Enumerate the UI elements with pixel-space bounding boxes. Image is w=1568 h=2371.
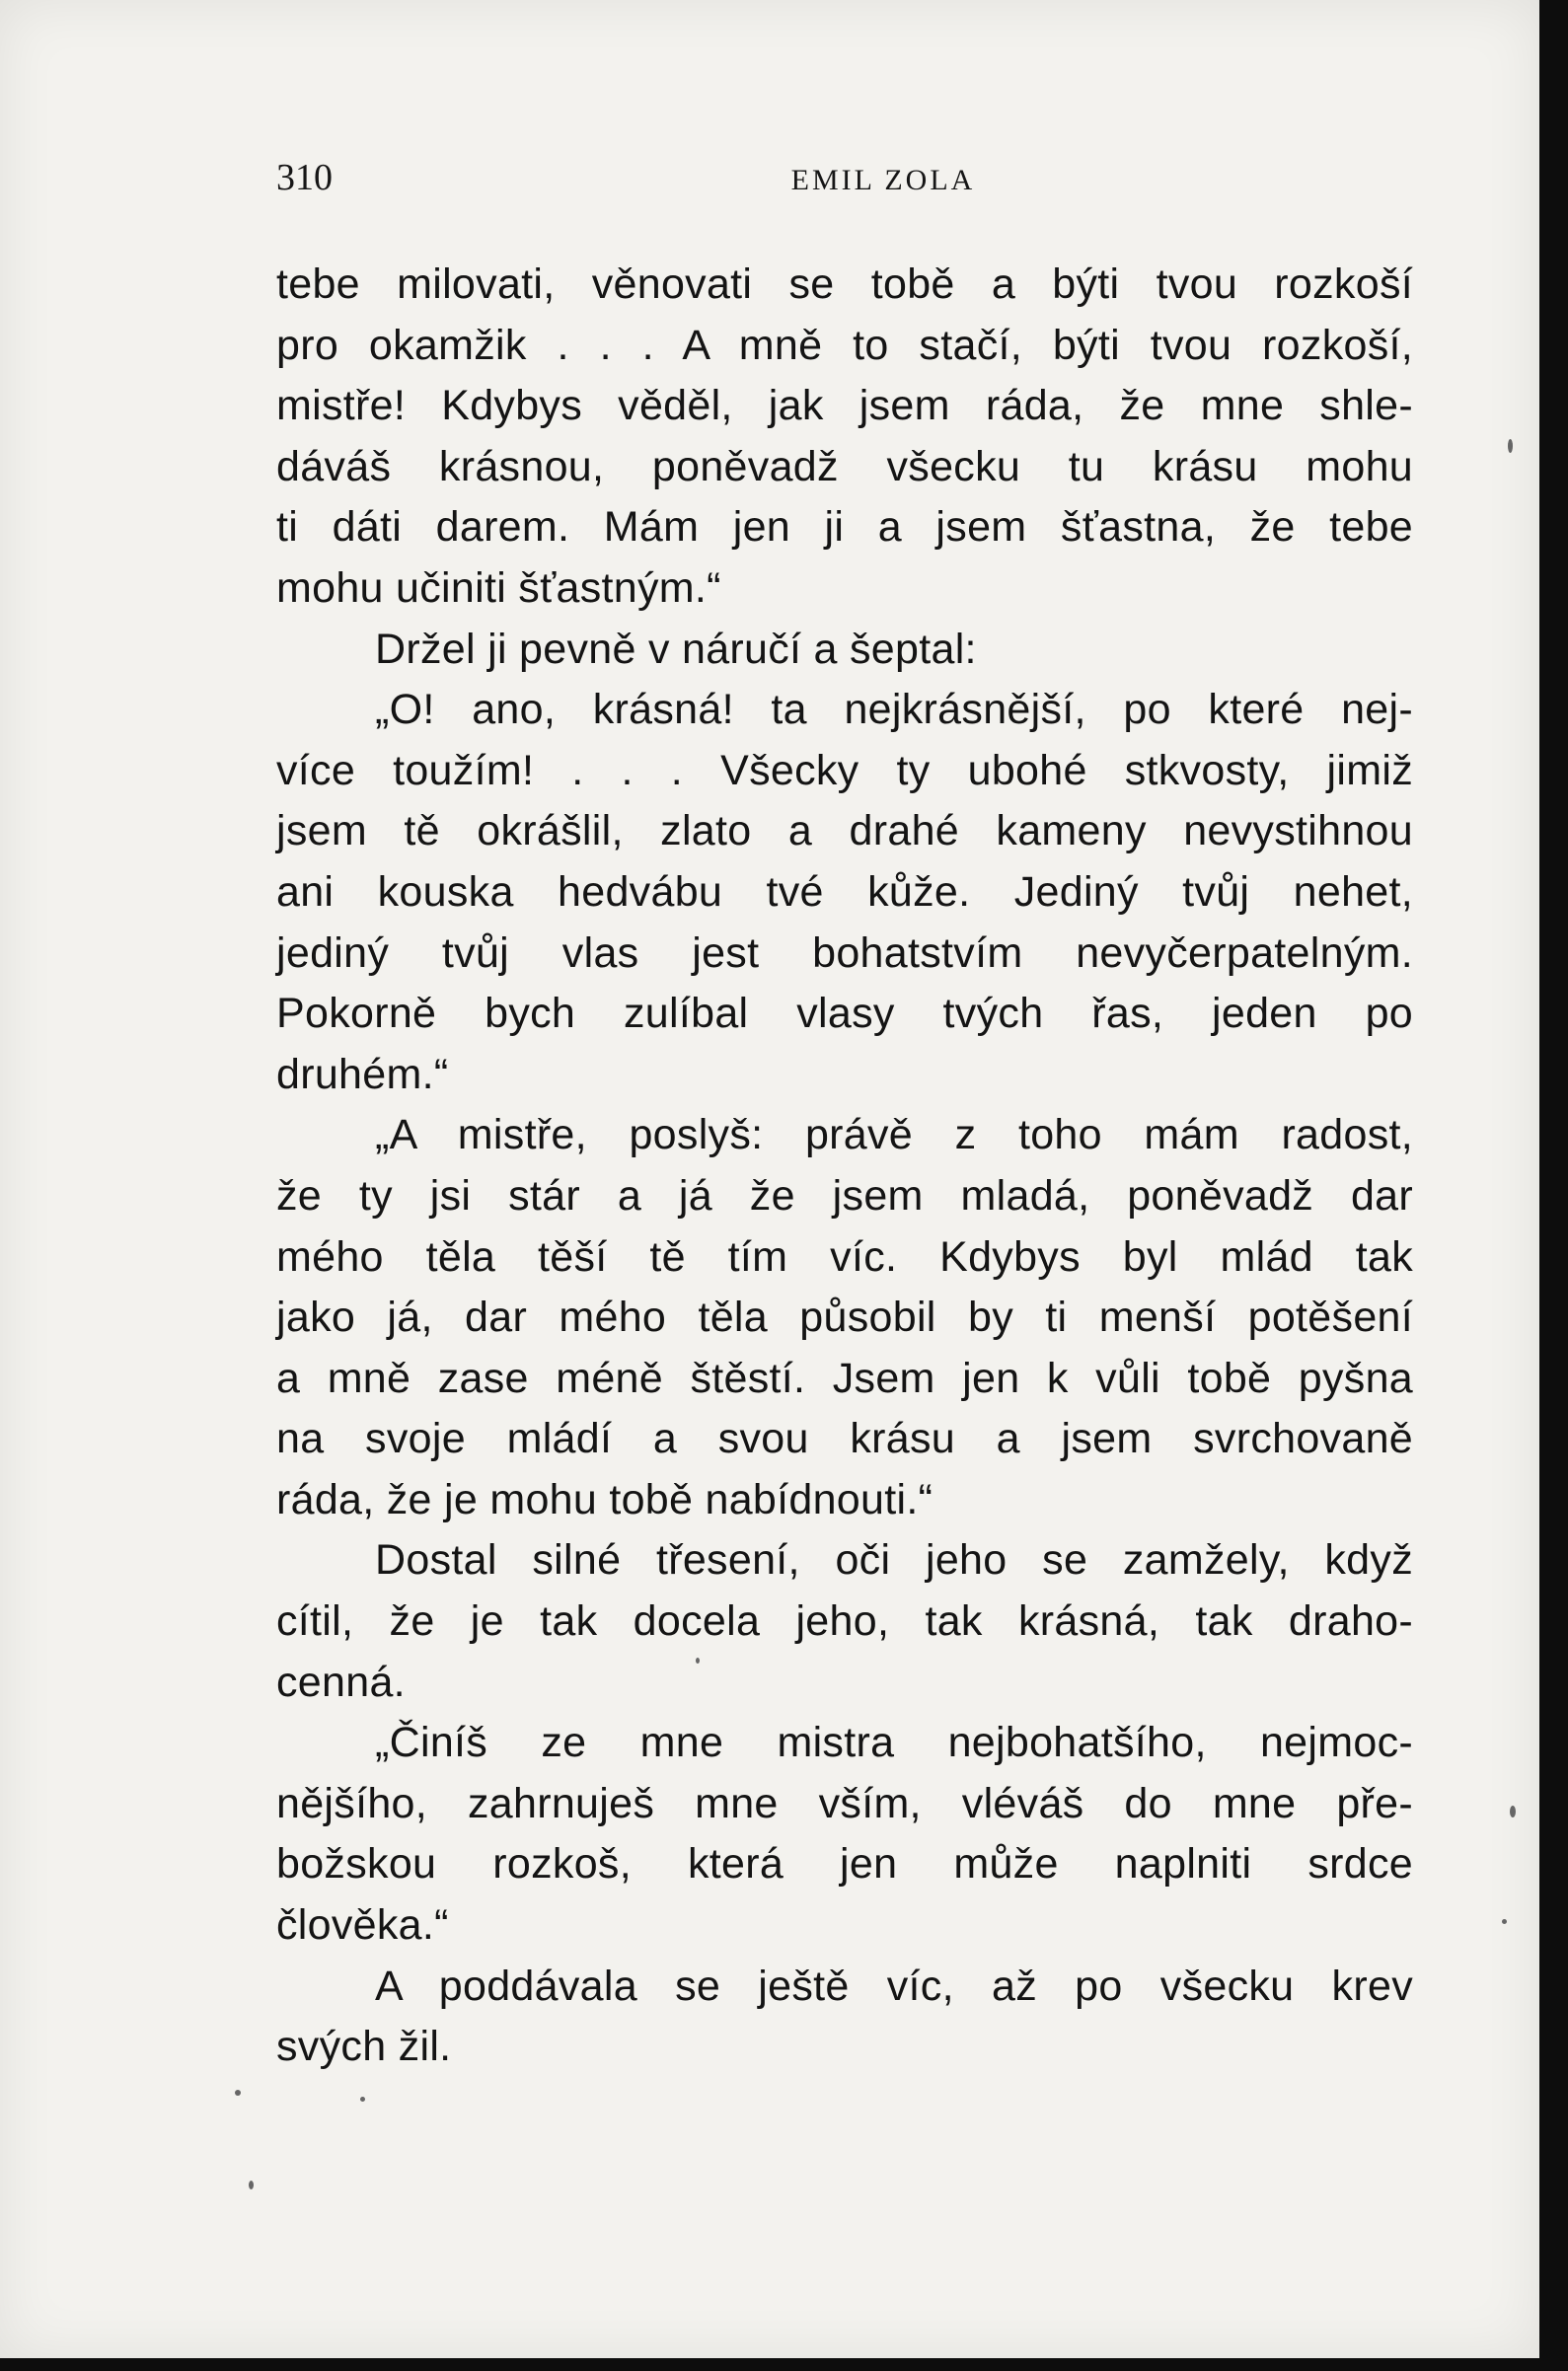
scan-speck — [696, 1658, 700, 1664]
text-line: cenná. — [276, 1658, 406, 1706]
scan-speck — [235, 2090, 241, 2096]
text-line: mého těla těší tě tím víc. Kdybys byl mlád tak — [276, 1232, 1413, 1281]
scan-speck — [1508, 439, 1513, 453]
text-line: že ty jsi stár a já že jsem mladá, poněvadž dar — [276, 1171, 1413, 1220]
text-line: tebe milovati, věnovati se tobě a býti tvou rozkoší — [276, 260, 1413, 308]
text-line: více toužím! . . . Všecky ty ubohé stkvosty, jimiž — [276, 746, 1413, 794]
text-line: na svoje mládí a svou krásu a jsem svrchovaně — [276, 1415, 1413, 1463]
text-line: druhém.“ — [276, 1050, 449, 1098]
text-line: ani kouska hedvábu tvé kůže. Jediný tvůj nehet, — [276, 867, 1413, 916]
page-header — [276, 156, 1411, 205]
text-line: svých žil. — [276, 2023, 452, 2071]
text-line: „O! ano, krásná! ta nejkrásnější, po které nej- — [375, 686, 1413, 734]
text-line: jsem tě okrášlil, zlato a drahé kameny nevystihnou — [276, 807, 1413, 855]
paragraph — [276, 1957, 1413, 2078]
body-text — [276, 255, 1413, 2078]
paragraph — [276, 620, 1413, 681]
paragraph — [276, 1105, 1413, 1530]
text-line: mohu učiniti šťastným.“ — [276, 563, 721, 612]
text-line: „A mistře, poslyš: právě z toho mám radost, — [375, 1111, 1413, 1159]
text-line: mistře! Kdybys věděl, jak jsem ráda, že mne shle- — [276, 382, 1413, 430]
text-line: božskou rozkoš, která jen může naplniti srdce — [276, 1840, 1413, 1889]
text-line: „Činíš ze mne mistra nejbohatšího, nejmoc- — [375, 1719, 1413, 1767]
text-line: cítil, že je tak docela jeho, tak krásná, tak draho- — [276, 1597, 1413, 1646]
paragraph — [276, 1713, 1413, 1956]
text-line: a mně zase méně štěstí. Jsem jen k vůli tobě pyšna — [276, 1354, 1413, 1402]
text-line: člověka.“ — [276, 1901, 449, 1950]
scan-speck — [1510, 1806, 1516, 1817]
scan-speck — [249, 2181, 254, 2189]
text-line: jako já, dar mého těla působil by ti menší potěšení — [276, 1294, 1413, 1342]
text-line: pro okamžik . . . A mně to stačí, býti tvou rozkoší, — [276, 321, 1413, 369]
text-line: ráda, že je mohu tobě nabídnouti.“ — [276, 1475, 933, 1523]
text-line: Dostal silné třesení, oči jeho se zamžely, když — [375, 1536, 1413, 1585]
text-line: jediný tvůj vlas jest bohatstvím nevyčerpatelným. — [276, 928, 1413, 977]
scan-edge-bottom — [0, 2358, 1568, 2371]
text-line: ti dáti darem. Mám jen ji a jsem šťastna, že tebe — [276, 503, 1413, 552]
paragraph — [276, 680, 1413, 1105]
text-line: Pokorně bych zulíbal vlasy tvých řas, jeden po — [276, 990, 1413, 1038]
text-line: Držel ji pevně v náručí a šeptal: — [375, 625, 977, 673]
paragraph — [276, 1530, 1413, 1713]
running-head: EMIL ZOLA — [790, 164, 976, 196]
page-number: 310 — [276, 157, 333, 198]
scan-speck — [1502, 1919, 1507, 1924]
paragraph — [276, 255, 1413, 620]
text-line: nějšího, zahrnuješ mne vším, vléváš do mne pře- — [276, 1779, 1413, 1827]
scan-edge-right — [1539, 0, 1568, 2371]
text-line: A poddávala se ještě víc, až po všecku krev — [375, 1962, 1413, 2010]
scan-speck — [360, 2097, 365, 2102]
text-line: dáváš krásnou, poněvadž všecku tu krásu mohu — [276, 442, 1413, 490]
